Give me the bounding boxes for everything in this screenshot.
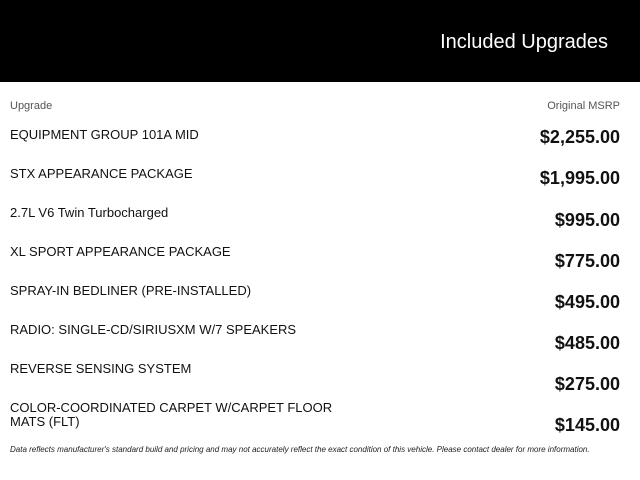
upgrade-name: EQUIPMENT GROUP 101A MID: [10, 127, 199, 142]
upgrade-name: COLOR-COORDINATED CARPET W/CARPET FLOOR MATS (FLT): [10, 400, 333, 429]
upgrade-list: [10, 127, 620, 444]
column-headers: [10, 100, 620, 114]
upgrade-price: $485.00: [554, 333, 620, 353]
upgrade-price: $995.00: [554, 210, 620, 230]
upgrade-name: RADIO: SINGLE-CD/SIRIUSXM W/7 SPEAKERS: [10, 322, 297, 337]
upgrade-name: 2.7L V6 Twin Turbocharged: [10, 205, 169, 220]
upgrade-name: SPRAY-IN BEDLINER (PRE-INSTALLED): [10, 283, 252, 298]
upgrade-name: REVERSE SENSING SYSTEM: [10, 361, 192, 376]
upgrade-row: [10, 361, 620, 400]
upgrade-price: $145.00: [554, 415, 620, 435]
upgrade-row: [10, 400, 620, 444]
upgrade-row: [10, 166, 620, 205]
upgrade-price: $775.00: [554, 251, 620, 271]
upgrades-header: [0, 0, 640, 82]
upgrade-row: [10, 205, 620, 244]
upgrade-row: [10, 283, 620, 322]
upgrade-price: $2,255.00: [539, 127, 620, 147]
upgrade-row: [10, 322, 620, 361]
upgrade-row: [10, 244, 620, 283]
disclaimer-text: Data reflects manufacturer's standard build and pricing and may not accurately reflect the exact condition of this vehicle. Please contact dealer for more information.: [10, 445, 590, 454]
column-header-upgrade: Upgrade: [10, 100, 53, 112]
upgrade-row: [10, 127, 620, 166]
header-title: Included Upgrades: [440, 31, 608, 53]
upgrade-price: $275.00: [554, 374, 620, 394]
upgrade-price: $1,995.00: [539, 168, 620, 188]
column-header-msrp: Original MSRP: [547, 100, 620, 112]
upgrade-name: XL SPORT APPEARANCE PACKAGE: [10, 244, 231, 259]
upgrade-price: $495.00: [554, 292, 620, 312]
upgrade-name: STX APPEARANCE PACKAGE: [10, 166, 193, 181]
